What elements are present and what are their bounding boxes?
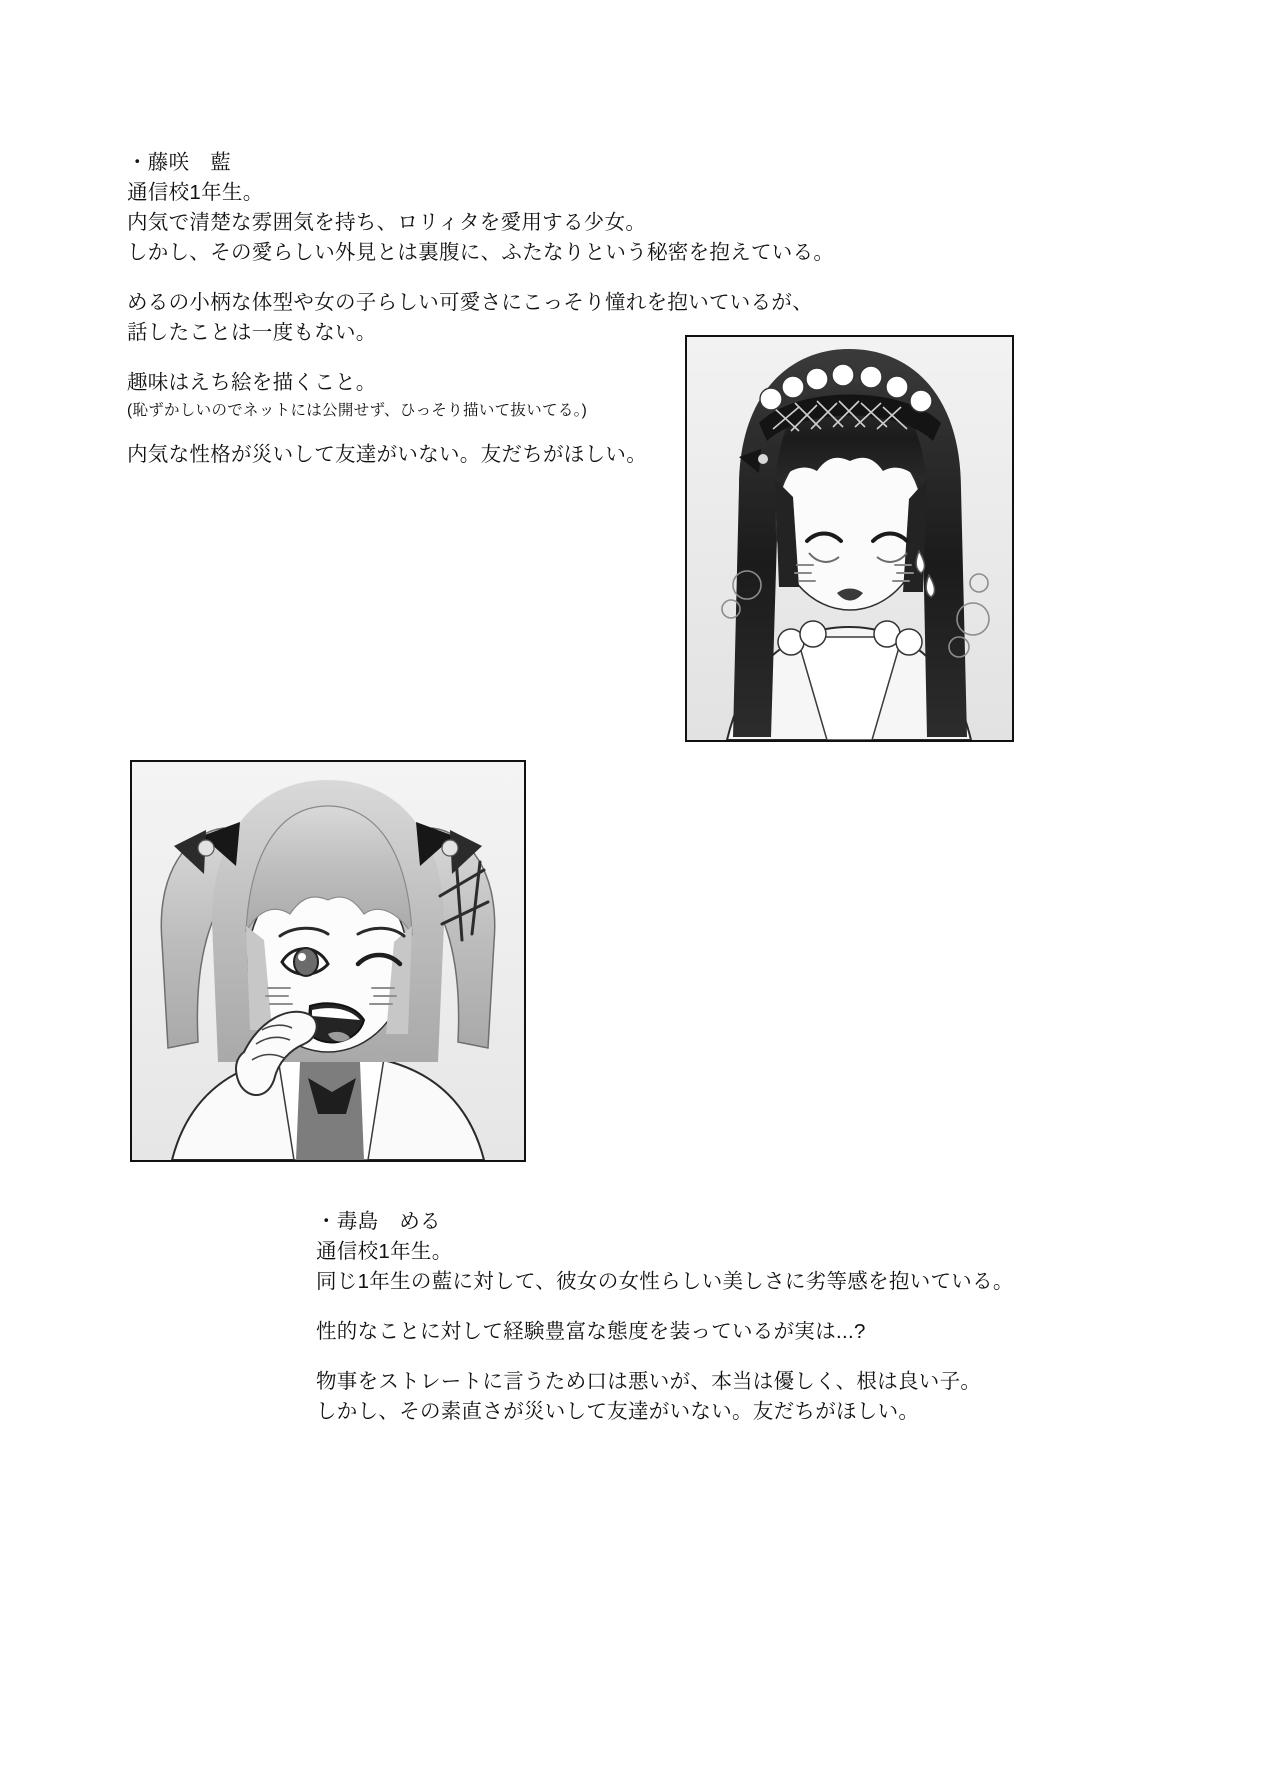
character-meru-name: ・毒島 める xyxy=(316,1210,441,1233)
character-ai-line-1: 通信校1年生。 xyxy=(127,181,264,204)
character-ai-line-3: しかし、その愛らしい外見とは裏腹に、ふたなりという秘密を抱えている。 xyxy=(127,241,835,264)
character-meru-line-1: 通信校1年生。 xyxy=(316,1240,453,1263)
character-ai-p3-note: (恥ずかしいのでネットには公開せず、ひっそり描いて抜いてる。) xyxy=(127,402,588,419)
character-meru-p2-line-1: 性的なことに対して経験豊富な態度を装っているが実は...? xyxy=(316,1320,866,1343)
character-meru-line-2: 同じ1年生の藍に対して、彼女の女性らしい美しさに劣等感を抱いている。 xyxy=(316,1270,1014,1293)
character-meru-description xyxy=(316,1207,1076,1427)
character-ai-p3-line-1: 趣味はえち絵を描くこと。 xyxy=(127,371,377,394)
character-ai-p2-line-1: めるの小柄な体型や女の子らしい可愛さにこっそり憧れを抱いているが、 xyxy=(127,291,813,314)
character-ai-illustration xyxy=(685,335,1014,742)
character-ai-p4-line-1: 内気な性格が災いして友達がいない。友だちがほしい。 xyxy=(127,443,647,466)
paragraph-spacer xyxy=(316,1347,1076,1367)
character-ai-name: ・藤咲 藍 xyxy=(127,151,231,174)
character-meru-p3-line-1: 物事をストレートに言うため口は悪いが、本当は優しく、根は良い子。 xyxy=(316,1370,982,1393)
character-meru-illustration xyxy=(130,760,526,1162)
paragraph-spacer xyxy=(316,1297,1076,1317)
character-meru-p3-line-2: しかし、その素直さが災いして友達がいない。友だちがほしい。 xyxy=(316,1400,920,1423)
character-ai-p2-line-2: 話したことは一度もない。 xyxy=(127,321,377,344)
character-ai-line-2: 内気で清楚な雰囲気を持ち、ロリィタを愛用する少女。 xyxy=(127,211,647,234)
paragraph-spacer xyxy=(127,268,857,288)
